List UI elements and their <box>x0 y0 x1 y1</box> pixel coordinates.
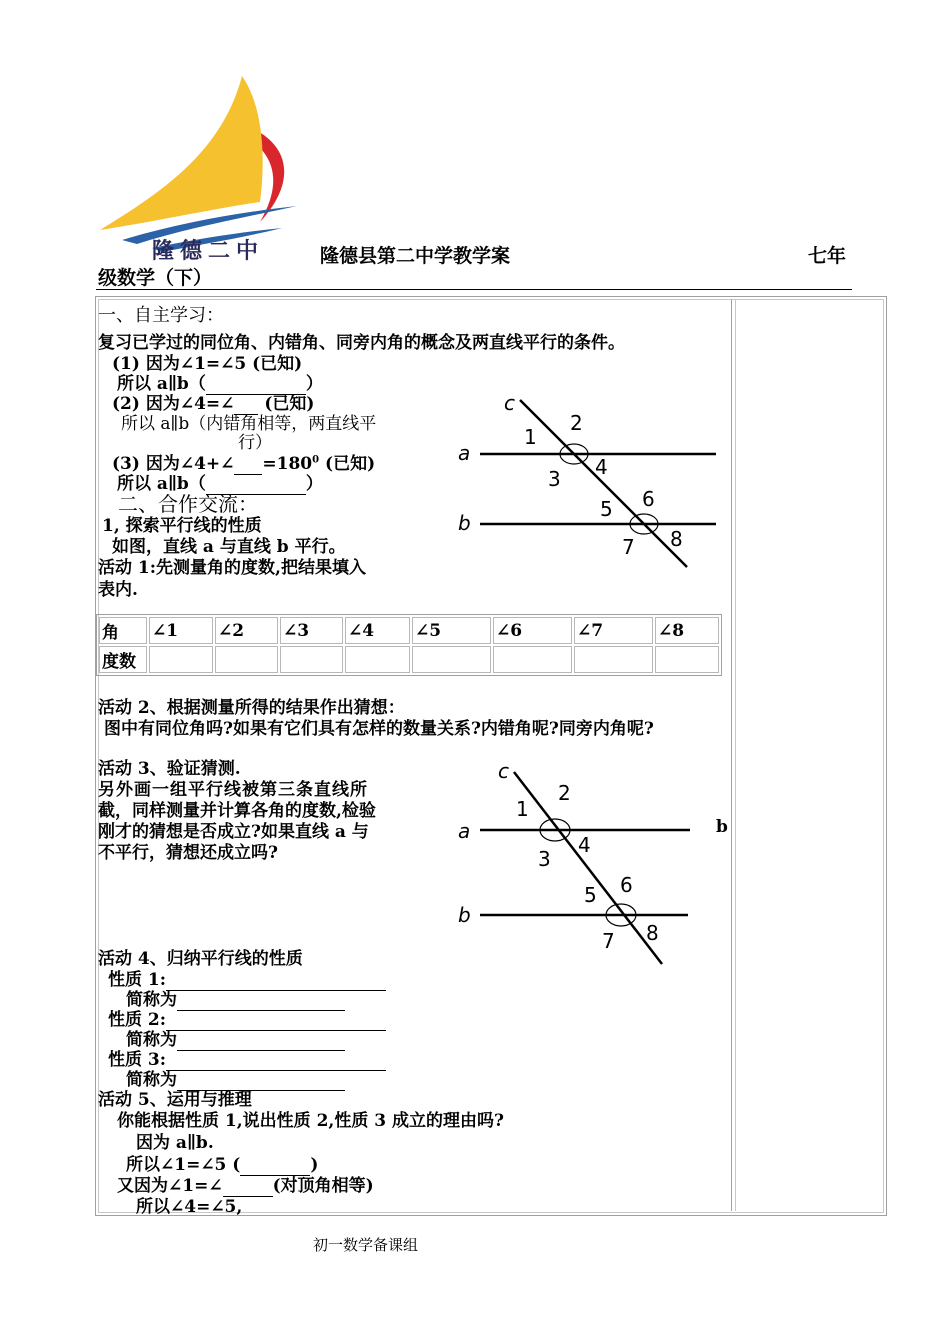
activity2-question: 图中有同位角吗?如果有它们具有怎样的数量关系?内错角呢?同旁内角呢? <box>104 719 654 739</box>
table-head-degrees: 度数 <box>99 646 147 673</box>
label-4: 4 <box>595 455 608 479</box>
transversal-c-2 <box>514 772 662 964</box>
margin-column-divider-inner <box>735 299 736 1211</box>
activity3-line4: 不平行，猜想还成立吗? <box>98 843 278 863</box>
degree-input-7[interactable] <box>574 646 653 673</box>
label-2: 2 <box>570 411 583 435</box>
label-6: 6 <box>642 487 655 511</box>
section2-title: 二、合作交流： <box>118 492 258 516</box>
footer-text: 初一数学备课组 <box>313 1236 419 1254</box>
activity5-line1: 因为 a∥b. <box>136 1133 214 1153</box>
activity5-line4: 所以∠4=∠5, <box>136 1197 243 1217</box>
q2-conclusion-cont: 行） <box>238 433 272 453</box>
degree-input-1[interactable] <box>149 646 213 673</box>
table-row-degrees <box>99 646 719 673</box>
label-c: c <box>504 391 515 415</box>
school-logo <box>92 72 302 264</box>
activity2-title: 活动 2、根据测量所得的结果作出猜想： <box>98 698 405 718</box>
activity3-title: 活动 3、验证猜测. <box>98 759 241 779</box>
degree-input-6[interactable] <box>493 646 572 673</box>
label-4-2: 4 <box>578 833 591 857</box>
table-cell-angle-3: ∠3 <box>280 617 343 644</box>
activity5-title: 活动 5、运用与推理 <box>98 1090 252 1110</box>
q1-conclusion-end: ） <box>305 374 323 394</box>
property3-short-label: 简称为 <box>126 1070 177 1090</box>
school-title: 隆德县第二中学教学案 <box>320 245 511 267</box>
q3-conclusion-end: ） <box>305 474 323 494</box>
label-1-2: 1 <box>516 797 529 821</box>
label-b: b <box>458 511 471 535</box>
table-cell-angle-6: ∠6 <box>493 617 572 644</box>
table-cell-angle-8: ∠8 <box>655 617 719 644</box>
table-row-angles <box>99 617 719 644</box>
section2-sub1-line: 如图，直线 a 与直线 b 平行。 <box>112 537 346 557</box>
label-6-2: 6 <box>620 873 633 897</box>
label-a-2: a <box>458 819 471 843</box>
table-head-angle: 角 <box>99 617 147 644</box>
q3-premise-end: (已知) <box>319 454 376 474</box>
degree-input-4[interactable] <box>345 646 410 673</box>
degree-input-5[interactable] <box>412 646 491 673</box>
table-cell-angle-4: ∠4 <box>345 617 410 644</box>
activity3-line3: 刚才的猜想是否成立?如果直线 a 与 <box>98 822 369 842</box>
label-a: a <box>458 441 471 465</box>
property2-label: 性质 2: <box>108 1010 167 1030</box>
label-c-2: c <box>498 759 509 783</box>
label-2-2: 2 <box>558 781 571 805</box>
q3-conclusion-text: 所以 a∥b（ <box>117 474 206 494</box>
activity3-line2: 截，同样测量并计算各角的度数,检验 <box>98 801 376 821</box>
table-cell-angle-2: ∠2 <box>215 617 278 644</box>
section1-title: 一、自主学习： <box>98 305 224 326</box>
degree-input-8[interactable] <box>655 646 719 673</box>
table-cell-angle-1: ∠1 <box>149 617 213 644</box>
section1-intro: 复习已学过的同位角、内错角、同旁内角的概念及两直线平行的条件。 <box>98 333 625 353</box>
activity1-line1: 活动 1:先测量角的度数,把结果填入 <box>98 558 366 578</box>
section2-sub1: 1, 探索平行线的性质 <box>102 516 262 536</box>
activity5-line2-end: ) <box>310 1155 319 1175</box>
parallel-lines-figure-1 <box>440 388 730 578</box>
q3-degree-sup: 0 <box>312 454 320 466</box>
subject-line: 级数学（下） <box>98 267 213 289</box>
degree-input-3[interactable] <box>280 646 343 673</box>
label-3-2: 3 <box>538 847 551 871</box>
property1-label: 性质 1: <box>108 970 167 990</box>
table-cell-angle-5: ∠5 <box>412 617 491 644</box>
activity5-line2-text: 所以∠1=∠5 ( <box>126 1155 241 1175</box>
transversal-c <box>520 400 687 567</box>
label-1: 1 <box>524 425 537 449</box>
label-b-2: b <box>458 903 471 927</box>
degree-input-2[interactable] <box>215 646 278 673</box>
q1-premise: (1) 因为∠1=∠5 (已知) <box>112 354 303 374</box>
activity3-stray-b: b <box>716 817 728 837</box>
label-7-2: 7 <box>602 929 615 953</box>
activity5-line3-text: 又因为∠1=∠ <box>117 1176 223 1196</box>
activity3-line1: 另外画一组平行线被第三条直线所 <box>98 780 368 800</box>
activity1-line2: 表内. <box>98 580 138 600</box>
property2-short-label: 简称为 <box>126 1030 177 1050</box>
table-cell-angle-7: ∠7 <box>574 617 653 644</box>
label-3: 3 <box>548 467 561 491</box>
label-7: 7 <box>622 535 635 559</box>
logo-text: 隆德二中 <box>152 238 265 264</box>
activity5-line3-end: (对顶角相等) <box>272 1176 374 1196</box>
angle-measurement-table <box>96 614 722 676</box>
property1-short-label: 简称为 <box>126 990 177 1010</box>
q3-premise-sum: =180 <box>262 454 313 474</box>
activity5-question: 你能根据性质 1,说出性质 2,性质 3 成立的理由吗? <box>117 1111 504 1131</box>
q2-conclusion: 所以 a∥b（内错角相等，两直线平 <box>121 414 377 434</box>
label-5: 5 <box>600 497 613 521</box>
label-5-2: 5 <box>584 883 597 907</box>
q2-premise-end: (已知) <box>258 394 315 414</box>
label-8-2: 8 <box>646 921 659 945</box>
margin-column-divider <box>731 299 732 1211</box>
q3-premise-text: (3) 因为∠4+∠ <box>112 454 235 474</box>
q2-premise-text: (2) 因为∠4=∠ <box>112 394 235 414</box>
label-8: 8 <box>670 527 683 551</box>
parallel-lines-figure-2 <box>440 752 700 972</box>
grade-label: 七年 <box>808 245 847 267</box>
header-rule <box>96 289 852 290</box>
q1-conclusion-text: 所以 a∥b（ <box>117 374 206 394</box>
activity4-title: 活动 4、归纳平行线的性质 <box>98 949 303 969</box>
property3-label: 性质 3: <box>108 1050 167 1070</box>
